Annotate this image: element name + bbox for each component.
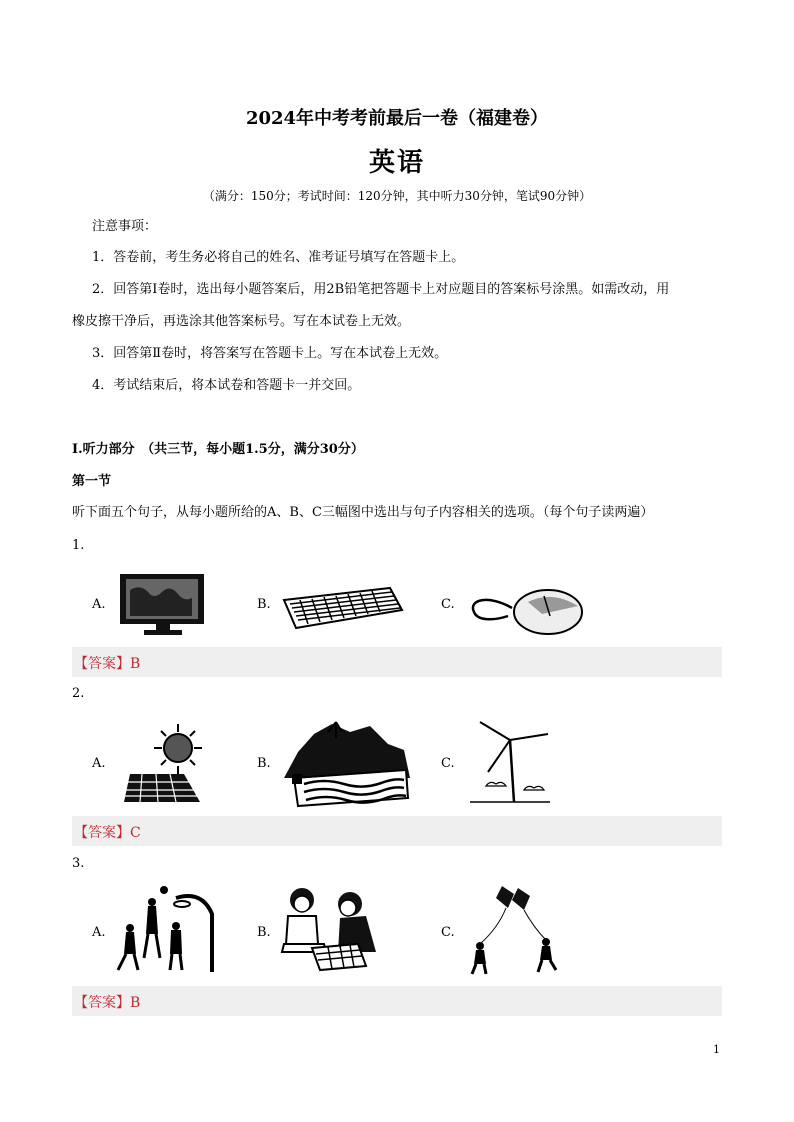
monitor-icon xyxy=(118,572,208,638)
note-item: 3．回答第Ⅱ卷时，将答案写在答题卡上。写在本试卷上无效。 xyxy=(92,346,448,361)
answer-text: 【答案】B xyxy=(74,995,141,1011)
wind-turbine-icon xyxy=(470,720,550,806)
question-number: 1. xyxy=(72,538,85,553)
note-item: 2．回答第Ⅰ卷时，选出每小题答案后，用2B铅笔把答题卡上对应题目的答案标号涂黑。如需改动，用 xyxy=(92,282,670,297)
note-item: 1．答卷前，考生务必将自己的姓名、准考证号填写在答题卡上。 xyxy=(92,250,465,265)
note-item: 4．考试结束后，将本试卷和答题卡一并交回。 xyxy=(92,378,361,393)
answer-bar xyxy=(72,816,722,846)
note-item: 橡皮擦干净后，再选涂其他答案标号。写在本试卷上无效。 xyxy=(72,314,411,329)
part-title: 第一节 xyxy=(72,474,112,489)
question-number: 2. xyxy=(72,686,85,701)
option-label-c: C. xyxy=(441,597,455,612)
option-label-a: A. xyxy=(92,756,106,771)
section-instruction: 听下面五个句子，从每小题所给的A、B、C三幅图中选出与句子内容相关的选项。（每个句子读两遍） xyxy=(72,505,654,520)
option-label-a: A. xyxy=(92,925,106,940)
answer-text: 【答案】C xyxy=(74,825,141,841)
exam-title: 2024年中考考前最后一卷（福建卷） xyxy=(245,108,549,129)
option-label-c: C. xyxy=(441,756,455,771)
chess-game-icon xyxy=(280,886,390,974)
kite-flying-icon xyxy=(468,884,564,974)
option-label-a: A. xyxy=(92,597,106,612)
notes-heading: 注意事项： xyxy=(92,219,158,234)
solar-panel-icon xyxy=(122,722,208,806)
mouse-icon xyxy=(468,584,588,640)
section-title: I.听力部分 （共三节，每小题1.5分，满分30分） xyxy=(72,442,364,457)
subject-title: 英语 xyxy=(368,148,425,178)
option-label-b: B. xyxy=(257,597,271,612)
answer-bar xyxy=(72,647,722,677)
answer-bar xyxy=(72,986,722,1016)
option-label-c: C. xyxy=(441,925,455,940)
page-number: 1 xyxy=(713,1043,720,1056)
exam-meta: （满分：150分；考试时间：120分钟，其中听力30分钟，笔试90分钟） xyxy=(202,189,592,203)
option-label-b: B. xyxy=(257,756,271,771)
option-label-b: B. xyxy=(257,925,271,940)
basketball-icon xyxy=(116,884,220,976)
keyboard-icon xyxy=(280,584,406,634)
answer-text: 【答案】B xyxy=(74,656,141,672)
question-number: 3. xyxy=(72,856,85,871)
hydropower-dam-icon xyxy=(284,718,412,810)
